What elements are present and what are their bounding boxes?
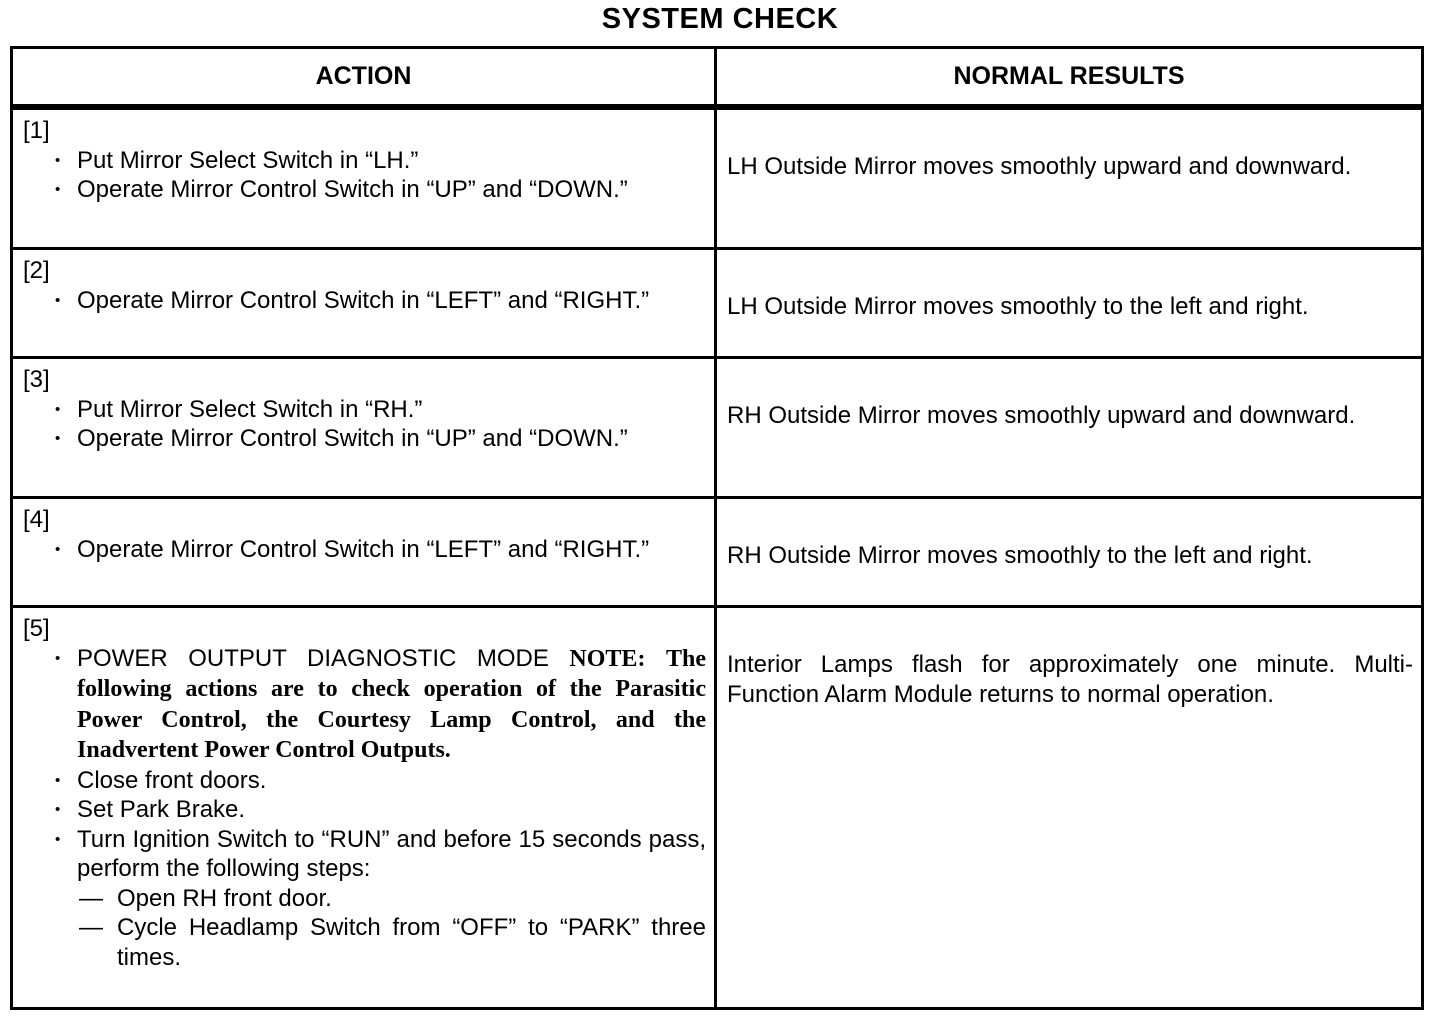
table-row <box>12 249 1423 358</box>
note-label: NOTE: <box>569 645 646 672</box>
action-item: • Close front doors. <box>77 766 706 796</box>
result-cell <box>716 498 1423 607</box>
result-cell <box>716 358 1423 498</box>
result-text: LH Outside Mirror moves smoothly upward and downward. <box>727 153 1352 180</box>
table-row <box>12 607 1423 1009</box>
result-cell <box>716 107 1423 249</box>
action-item: • Operate Mirror Control Switch in “UP” and “DOWN.” <box>77 424 706 454</box>
result-cell <box>716 249 1423 358</box>
action-item: • Operate Mirror Control Switch in “LEFT” and “RIGHT.” <box>77 286 706 316</box>
action-item: • Put Mirror Select Switch in “LH.” <box>77 146 706 176</box>
result-cell <box>716 607 1423 1009</box>
action-cell <box>12 607 716 1009</box>
result-text: RH Outside Mirror moves smoothly to the left and right. <box>727 542 1313 569</box>
action-cell <box>12 498 716 607</box>
step-number: [2] <box>23 257 50 284</box>
result-text: LH Outside Mirror moves smoothly to the left and right. <box>727 293 1309 320</box>
step-number: [1] <box>23 117 50 144</box>
action-item: • Put Mirror Select Switch in “RH.” <box>77 395 706 425</box>
action-item <box>77 825 706 973</box>
action-cell <box>12 249 716 358</box>
action-cell <box>12 107 716 249</box>
action-list <box>23 146 706 205</box>
action-list <box>23 535 706 565</box>
page-title: SYSTEM CHECK <box>601 3 839 35</box>
action-list <box>23 644 706 973</box>
table-row <box>12 107 1423 249</box>
sub-step-item: — Open RH front door. <box>117 884 706 914</box>
sub-step-list <box>77 884 706 973</box>
note-text: The following actions are to check operation of the Parasitic Power Control, the Courtesy Lamp Control, and the Inadvertent Power Control Outputs. <box>77 645 706 763</box>
sub-step-item: — Cycle Headlamp Switch from “OFF” to “PARK” three times. <box>117 913 706 972</box>
action-column-header: ACTION <box>12 48 716 108</box>
action-list <box>23 395 706 454</box>
table-row <box>12 498 1423 607</box>
step-number: [5] <box>23 615 50 642</box>
action-list <box>23 286 706 316</box>
step-number: [4] <box>23 506 50 533</box>
system-check-table <box>10 46 1424 1010</box>
action-item: • Operate Mirror Control Switch in “LEFT” and “RIGHT.” <box>77 535 706 565</box>
result-text: RH Outside Mirror moves smoothly upward and downward. <box>727 402 1356 429</box>
action-item-text: Turn Ignition Switch to “RUN” and before 15 seconds pass, perform the following steps: <box>77 825 706 882</box>
action-cell <box>12 358 716 498</box>
results-column-header: NORMAL RESULTS <box>716 48 1423 108</box>
action-item: • Set Park Brake. <box>77 795 706 825</box>
diagnostic-mode-item <box>77 644 706 766</box>
result-text: Interior Lamps flash for approximately one minute. Multi-Function Alarm Module returns to normal operation. <box>727 651 1413 708</box>
diagnostic-mode-label: POWER OUTPUT DIAGNOSTIC MODE <box>77 644 570 672</box>
table-row <box>12 358 1423 498</box>
action-item: • Operate Mirror Control Switch in “UP” and “DOWN.” <box>77 175 706 205</box>
header-row <box>12 48 1423 108</box>
step-number: [3] <box>23 366 50 393</box>
